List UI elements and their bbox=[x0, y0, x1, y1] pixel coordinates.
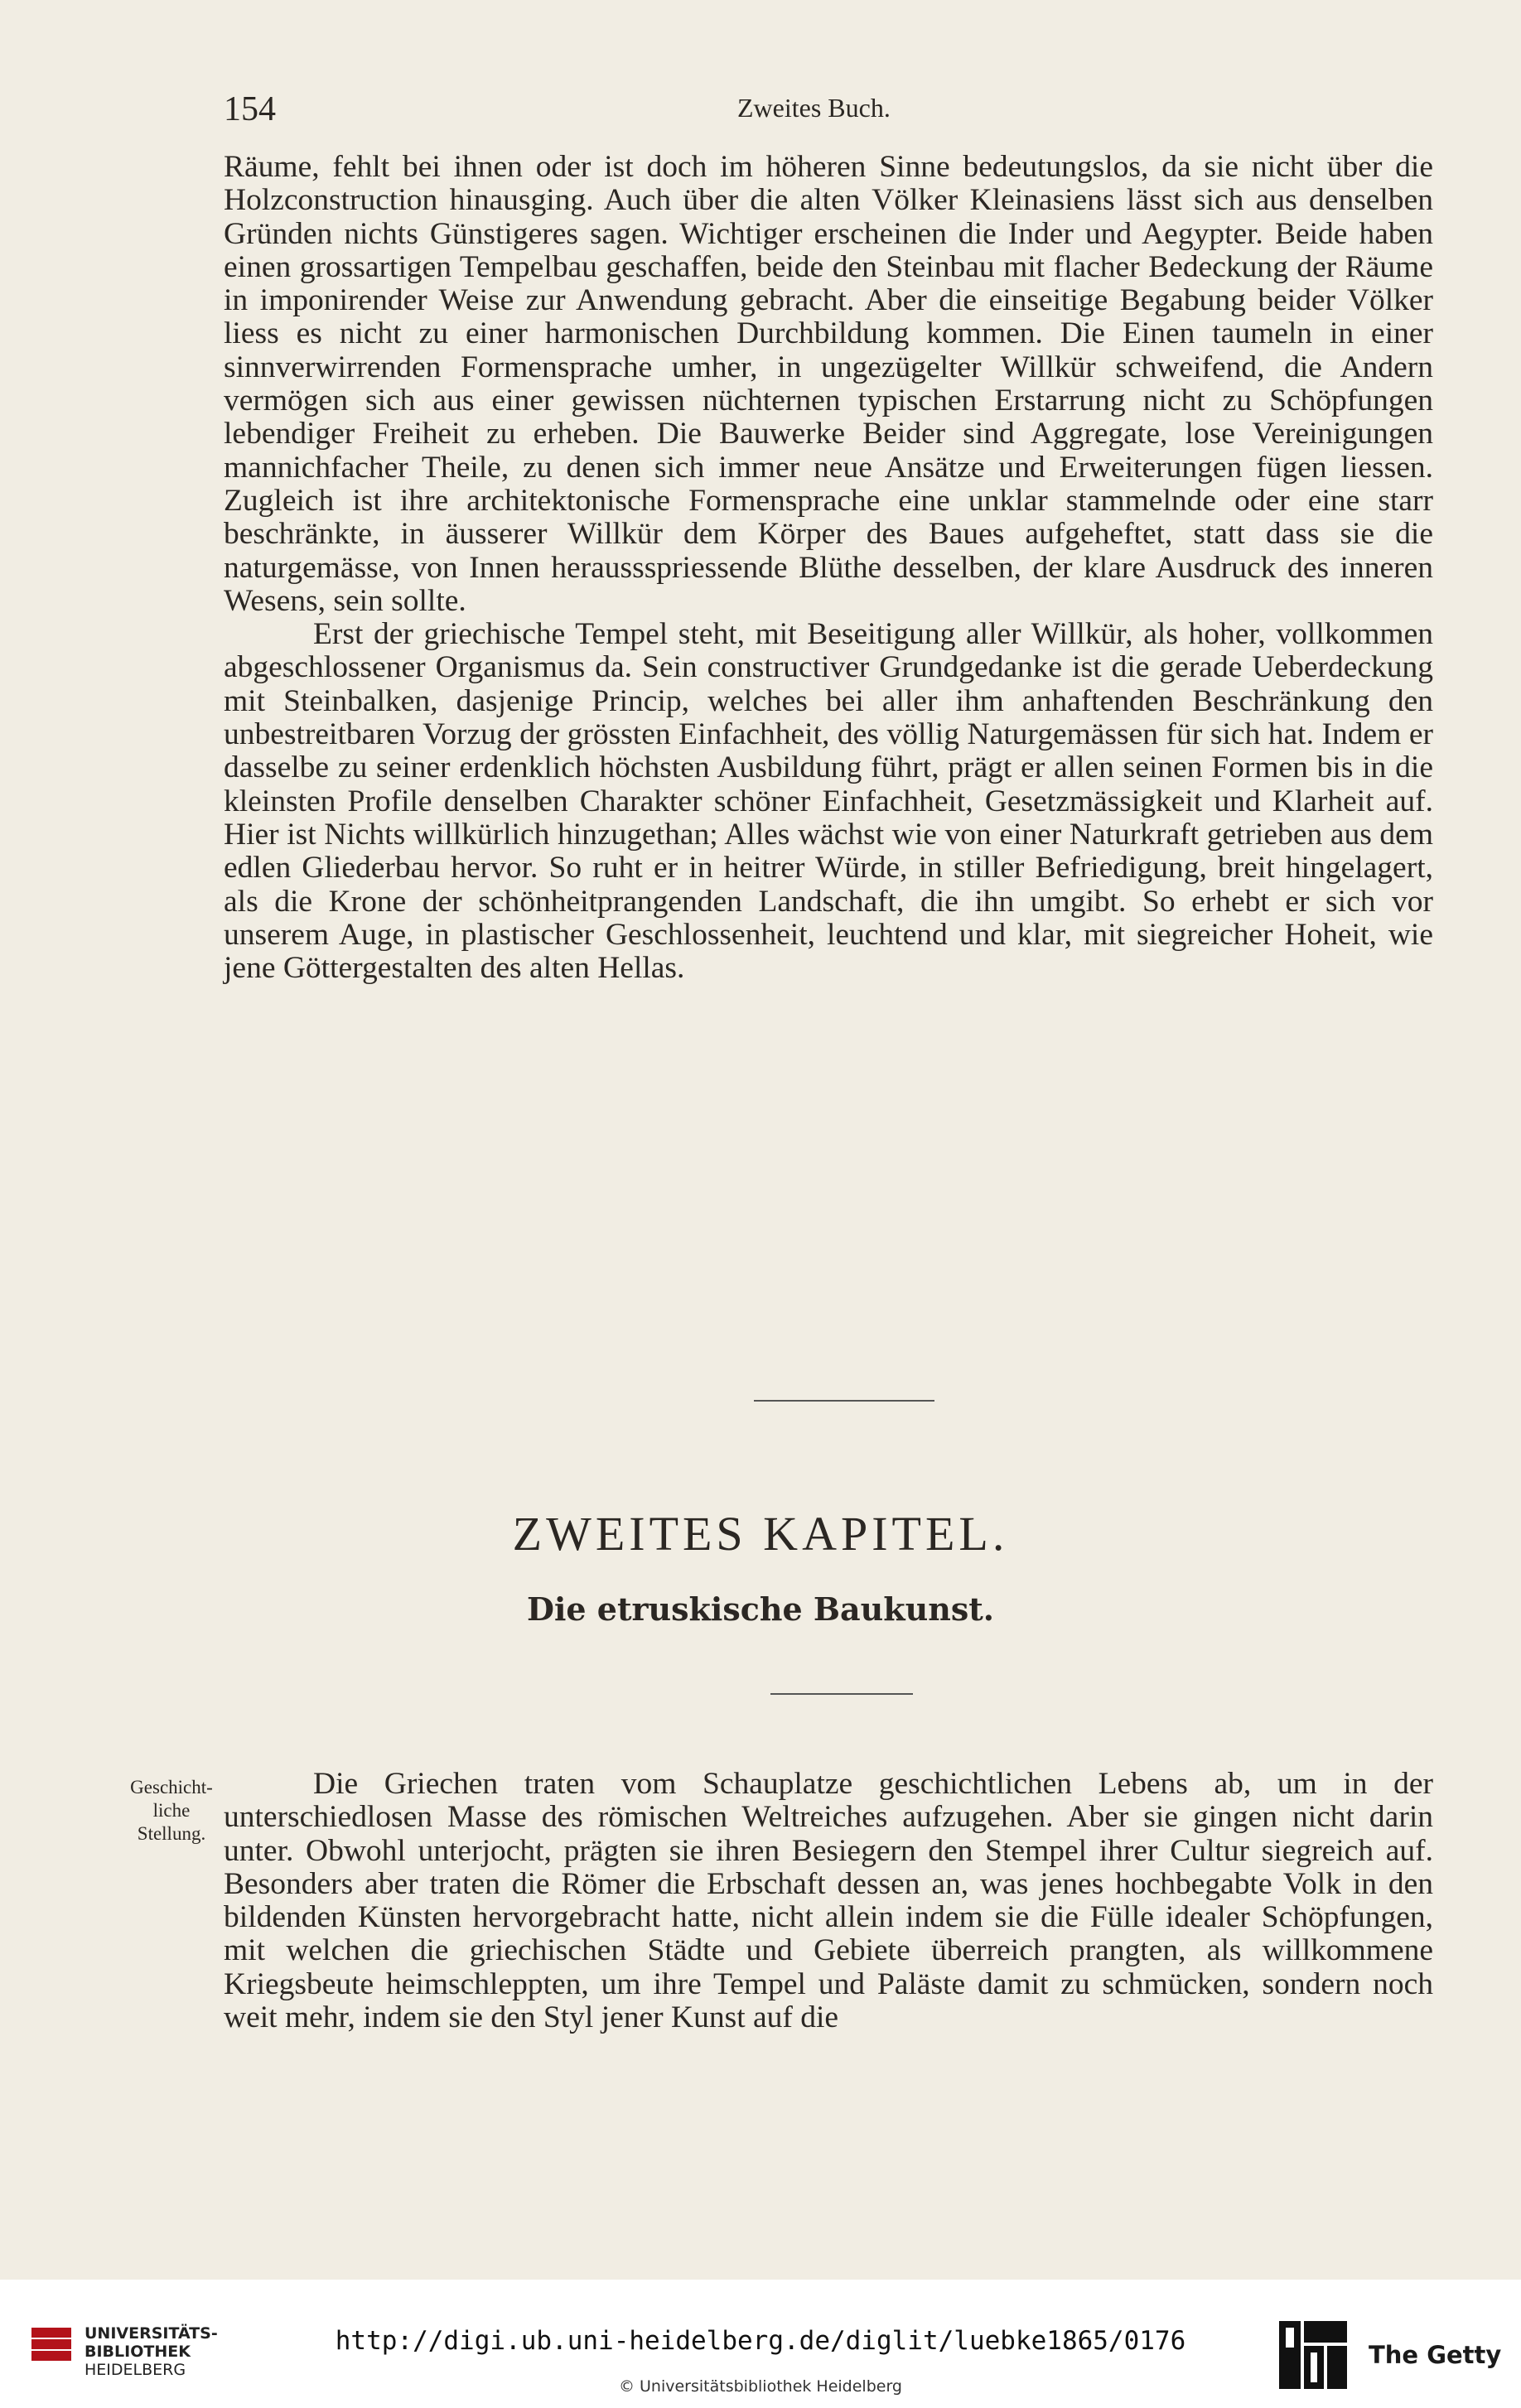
body-text-top bbox=[224, 151, 1433, 985]
library-name-line: UNIVERSITÄTS- bbox=[84, 2324, 218, 2343]
running-head: Zweites Buch. bbox=[737, 93, 891, 123]
paragraph: Erst der griechische Tempel steht, mit Beseitigung aller Willkür, als hoher, vollkommen abgeschlossener Organismus da. Sein constructiver Grundgedanke ist die gerade Ueberdeckung mit Steinbalken, dasjenige Princip, welches bei aller ihm anhaftenden Beschränkung den unbestreitbaren Vorzug der grössten Einfachheit, des völlig Naturgemässen für sich hat. Indem er dasselbe zu seiner erdenklich höchsten Ausbildung führt, prägt er allen seinen Formen bis in die kleinsten Profile denselben Charakter schöner Einfachheit, Gesetzmässigkeit und Klarheit auf. Hier ist Nichts willkürlich hinzugethan; Alles wächst wie von einer Naturkraft getrieben aus dem edlen Gliederbau hervor. So ruht er in heitrer Würde, in stiller Befriedigung, breit hingelagert, als die Krone der schönheitprangenden Landschaft, die ihn umgibt. So erhebt er sich vor unserem Auge, in plastischer Geschlossenheit, leuchtend und klar, mit siegreicher Hoheit, wie jene Göttergestalten des alten Hellas. bbox=[224, 617, 1433, 986]
getty-name: The Getty bbox=[1369, 2341, 1502, 2369]
marginal-note-line: Geschicht- bbox=[130, 1777, 213, 1798]
footer bbox=[0, 2280, 1521, 2408]
getty-logo-icon bbox=[1276, 2318, 1350, 2392]
marginal-note-line: liche bbox=[152, 1800, 191, 1821]
chapter-title: ZWEITES KAPITEL. bbox=[512, 1507, 1009, 1561]
page-header bbox=[224, 89, 1441, 139]
permalink[interactable]: http://digi.ub.uni-heidelberg.de/diglit/luebke1865/0176 bbox=[335, 2326, 1186, 2356]
page-number: 154 bbox=[224, 90, 276, 128]
library-name-line: BIBLIOTHEK bbox=[84, 2343, 191, 2361]
body-text-bottom bbox=[224, 1768, 1433, 2034]
paragraph: Die Griechen traten vom Schauplatze geschichtlichen Lebens ab, um in der unterschiedlosen Masse des römischen Weltreiches aufzugehen. Aber sie gingen nicht darin unter. Obwohl unterjocht, prägten sie ihren Besiegern den Stempel ihrer Cultur siegreich auf. Besonders aber traten die Römer die Erbschaft dessen an, was jenes hochbegabte Volk in den bildenden Künsten hervorgebracht hatte, nicht allein indem sie die Fülle idealer Schöpfungen, mit welchen die griechischen Städte und Gebiete überreich prangten, als willkommene Kriegsbeute heimschleppten, um ihre Tempel und Paläste damit zu schmücken, sondern noch weit mehr, indem sie den Styl jener Kunst auf die bbox=[224, 1767, 1433, 2035]
marginal-note-line: Stellung. bbox=[137, 1823, 206, 1844]
paragraph: Räume, fehlt bei ihnen oder ist doch im höheren Sinne bedeutungslos, da sie nicht über die Holzconstruction hinausging. Auch über die alten Völker Kleinasiens lässt sich aus denselben Gründen nichts Günstigeres sagen. Wichtiger erscheinen die Inder und Aegypter. Beide haben einen grossartigen Tempelbau geschaffen, beide den Steinbau mit flacher Bedeckung der Räume in imponirender Weise zur Anwendung gebracht. Aber die einseitige Begabung beider Völker liess es nicht zu einer harmonischen Durchbildung kommen. Die Einen taumeln in einer sinnverwirrenden Formensprache umher, in ungezügelter Willkür schweifend, die Andern vermögen sich aus einer gewissen nüchternen typischen Erstarrung nicht zu Schöpfungen lebendiger Freiheit zu erheben. Die Bauwerke Beider sind Aggregate, lose Vereinigungen mannichfacher Theile, zu denen sich immer neue Ansätze und Erweiterungen fügen liessen. Zugleich ist ihre architektonische Formensprache eine unklar stammelnde oder eine starr beschränkte, in äusserer Willkür dem Körper des Baues aufgeheftet, statt dass sie die naturgemässe, von Innen heraussspriessende Blüthe desselben, der klare Ausdruck des inneren Wesens, sein sollte. bbox=[224, 150, 1433, 618]
marginal-note bbox=[109, 1776, 234, 1846]
section-divider bbox=[770, 1693, 913, 1695]
library-name-line: HEIDELBERG bbox=[84, 2361, 186, 2379]
chapter-subtitle: Die etruskische Baukunst. bbox=[526, 1590, 995, 1628]
copyright-notice: © Universitätsbibliothek Heidelberg bbox=[618, 2377, 902, 2396]
section-divider bbox=[754, 1400, 934, 1402]
